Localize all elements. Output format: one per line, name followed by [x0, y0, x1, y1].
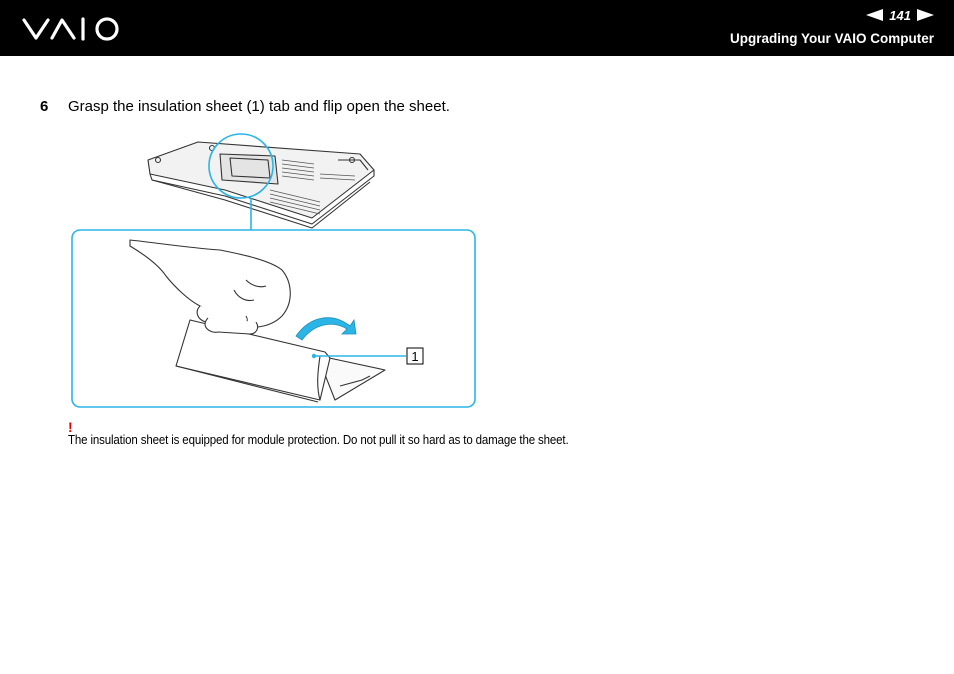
- callout-dot: [312, 354, 316, 358]
- laptop-bottom-drawing: [148, 142, 374, 228]
- next-page-icon[interactable]: [917, 9, 934, 21]
- vaio-logo: [22, 14, 122, 42]
- instruction-step: [40, 98, 450, 115]
- section-title: Upgrading Your VAIO Computer: [729, 31, 934, 46]
- warning-text: The insulation sheet is equipped for module protection. Do not pull it so hard as to damage the sheet.: [68, 433, 569, 447]
- warning-icon: !: [68, 419, 73, 435]
- page-navigation: [866, 7, 934, 23]
- previous-page-icon[interactable]: [866, 9, 883, 21]
- callout-label: 1: [411, 349, 419, 364]
- page-header: [0, 0, 954, 56]
- page-number: 141: [889, 7, 911, 23]
- insulation-sheet-illustration: [70, 130, 480, 412]
- step-number: 6: [40, 98, 49, 115]
- step-text: Grasp the insulation sheet (1) tab and flip open the sheet.: [68, 98, 450, 115]
